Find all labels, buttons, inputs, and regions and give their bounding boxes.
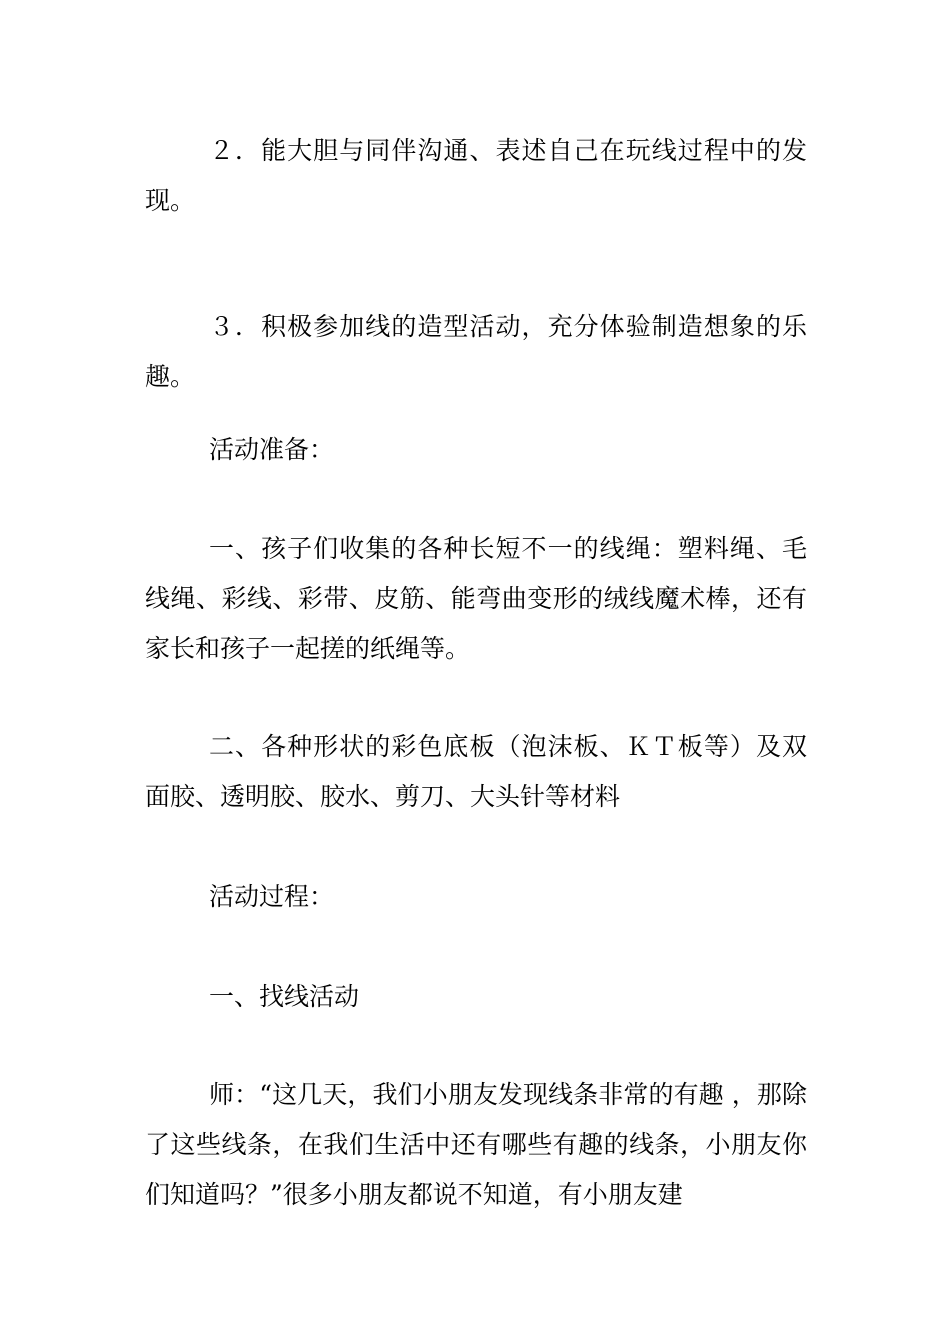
goal-item-3: ３．积极参加线的造型活动，充分体验制造想象的乐趣。 — [145, 312, 807, 391]
preparation-item-2: 二、各种形状的彩色底板（泡沫板、ＫＴ板等）及双面胶、透明胶、胶水、剪刀、大头针等材料 — [145, 732, 807, 811]
preparation-item-1: 一、孩子们收集的各种长短不一的线绳：塑料绳、毛线绳、彩线、彩带、皮筋、能弯曲变形的绒线魔术棒，还有家长和孩子一起搓的纸绳等。 — [145, 534, 807, 663]
teacher-dialogue-paragraph: 师：“这几天，我们小朋友发现线条非常的有趣 ，那除了这些线条，在我们生活中还有哪些有趣的线条，小朋友你们知道吗？”很多小朋友都说不知道，有小朋友建 — [145, 1080, 807, 1209]
goal-item-2: ２．能大胆与同伴沟通、表述自己在玩线过程中的发现。 — [145, 136, 807, 215]
section-heading-preparation: 活动准备： — [209, 435, 335, 464]
section-heading-process: 活动过程： — [209, 882, 335, 911]
process-step-1-heading: 一、找线活动 — [209, 982, 360, 1011]
